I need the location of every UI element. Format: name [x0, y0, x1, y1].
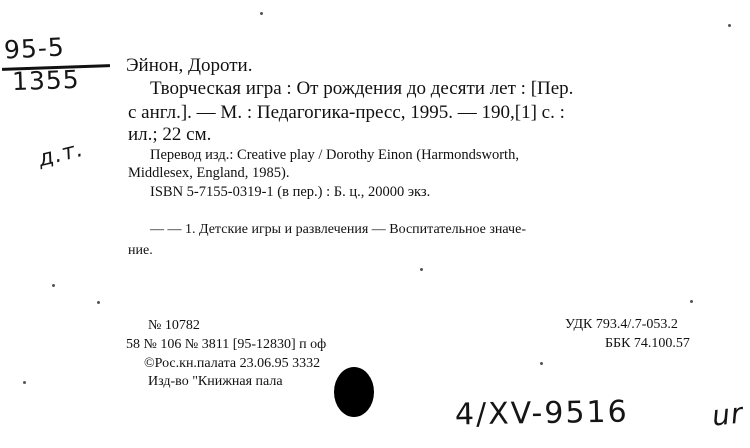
order-line: 58 № 106 № 3811 [95-12830] п оф	[126, 337, 327, 352]
ink-blot	[334, 367, 374, 417]
bbk-code: ББК 74.100.57	[605, 336, 690, 351]
handwritten-signature: д.т.	[35, 136, 87, 173]
scan-speck	[260, 12, 263, 15]
scan-speck	[728, 24, 731, 27]
scan-speck	[420, 268, 423, 271]
title-line-2: с англ.]. — М. : Педагогика-пресс, 1995. — 190,[1] с. :	[128, 102, 565, 123]
handwritten-call-number-top: 95-5	[3, 32, 66, 65]
note-line-2: Middlesex, England, 1985).	[128, 165, 290, 181]
scan-speck	[52, 284, 55, 287]
title-line-1: Творческая игра : От рождения до десяти лет : [Пер.	[150, 78, 574, 99]
scan-speck	[540, 362, 543, 365]
scan-speck	[690, 300, 693, 303]
subject-line-2: ние.	[128, 243, 153, 258]
author-heading: Эйнон, Дороти.	[126, 55, 253, 76]
note-line-1: Перевод изд.: Creative play / Dorothy Einon (Harmondsworth,	[150, 147, 519, 163]
udk-code: УДК 793.4/.7-053.2	[565, 317, 678, 332]
title-line-3: ил.; 22 см.	[128, 124, 212, 145]
copyright-line: ©Рос.кн.палата 23.06.95 3332	[144, 356, 321, 371]
scan-speck	[23, 381, 26, 384]
handwritten-call-number-bottom: 1355	[11, 64, 81, 97]
record-number: № 10782	[148, 318, 200, 333]
scan-speck	[97, 301, 100, 304]
publisher-line: Изд-во "Книжная пала	[148, 374, 283, 389]
handwritten-corner-mark: ur	[710, 396, 745, 433]
isbn-line: ISBN 5-7155-0319-1 (в пер.) : Б. ц., 20000 экз.	[150, 184, 431, 200]
handwritten-shelf-mark: 4/XV-9516	[454, 394, 629, 433]
subject-line-1: — — 1. Детские игры и развлечения — Воспитательное значе-	[150, 222, 526, 237]
